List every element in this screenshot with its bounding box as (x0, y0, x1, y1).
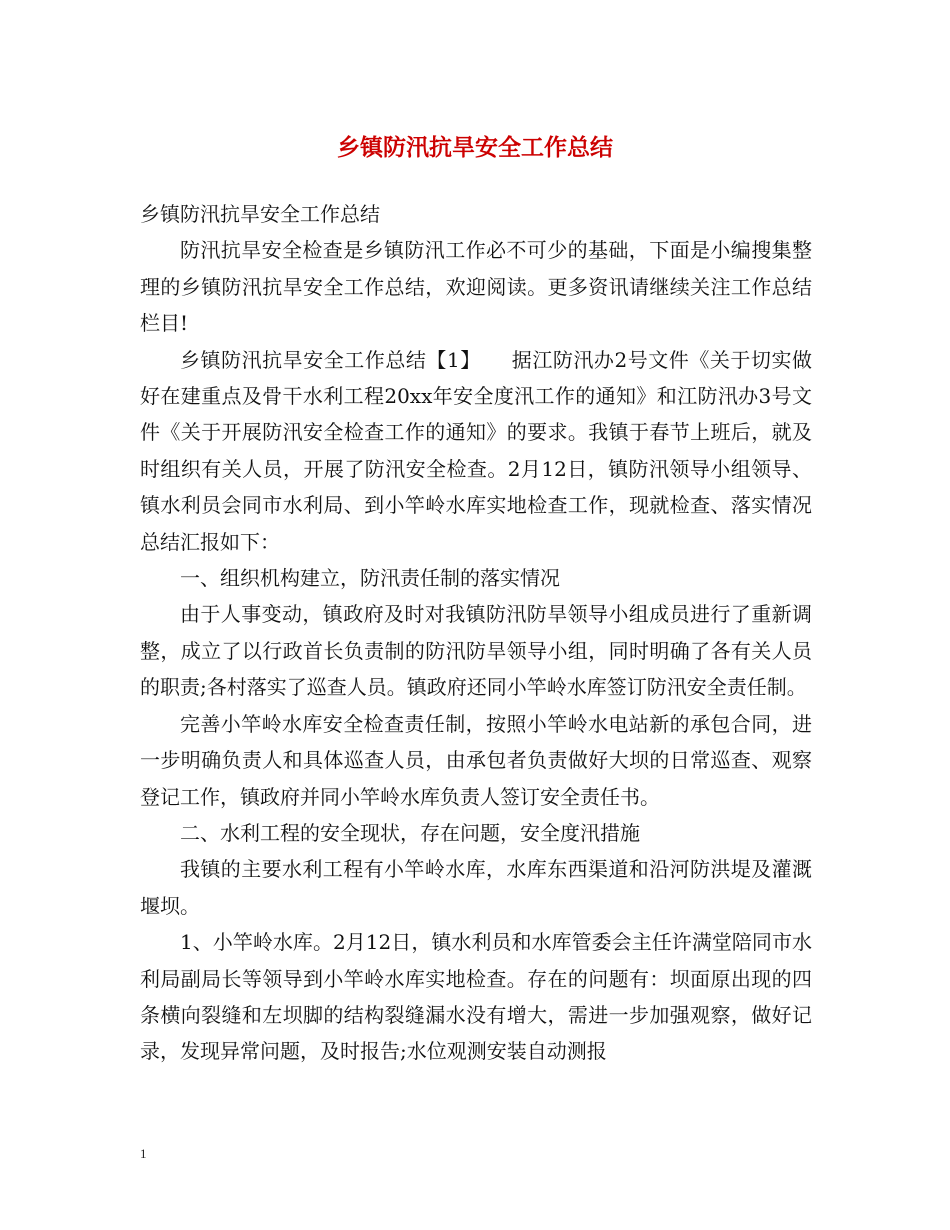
paragraph: 1、小竿岭水库。2月12日，镇水利员和水库管委会主任许满堂陪同市水利局副局长等领导到小竿岭水库实地检查。存在的问题有：坝面原出现的四条横向裂缝和左坝脚的结构裂缝漏水没有增大，需进一步加强观察，做好记录，发现异常问题，及时报告;水位观测安装自动测报 (140, 930, 812, 1064)
page-title: 乡镇防汛抗旱安全工作总结 (337, 135, 613, 161)
page-number: 1 (140, 1146, 147, 1161)
paragraph: 乡镇防汛抗旱安全工作总结【1】 据江防汛办2号文件《关于切实做好在建重点及骨干水利工程20xx年安全度汛工作的通知》和江防汛办3号文件《关于开展防汛安全检查工作的通知》的要求。我镇于春节上班后，就及时组织有关人员，开展了防汛安全检查。2月12日，镇防汛领导小组领导、镇水利员会同市水利局、到小竿岭水库实地检查工作，现就检查、落实情况总结汇报如下： (140, 347, 812, 554)
paragraph: 防汛抗旱安全检查是乡镇防汛工作必不可少的基础，下面是小编搜集整理的乡镇防汛抗旱安全工作总结，欢迎阅读。更多资讯请继续关注工作总结栏目! (140, 238, 812, 336)
paragraph: 我镇的主要水利工程有小竿岭水库，水库东西渠道和沿河防洪堤及灌溉堰坝。 (140, 857, 812, 918)
section-heading: 一、组织机构建立，防汛责任制的落实情况 (180, 566, 560, 591)
document-body (140, 196, 812, 1070)
paragraph: 由于人事变动，镇政府及时对我镇防汛防旱领导小组成员进行了重新调整，成立了以行政首长负责制的防汛防旱领导小组，同时明确了各有关人员的职责;各村落实了巡查人员。镇政府还同小竿岭水库签订防汛安全责任制。 (140, 602, 812, 700)
paragraph: 完善小竿岭水库安全检查责任制，按照小竿岭水电站新的承包合同，进一步明确负责人和具体巡查人员，由承包者负责做好大坝的日常巡查、观察登记工作，镇政府并同小竿岭水库负责人签订安全责任书。 (140, 711, 812, 809)
paragraph-heading: 乡镇防汛抗旱安全工作总结 (140, 202, 380, 226)
section-heading: 二、水利工程的安全现状，存在问题，安全度汛措施 (180, 820, 640, 845)
